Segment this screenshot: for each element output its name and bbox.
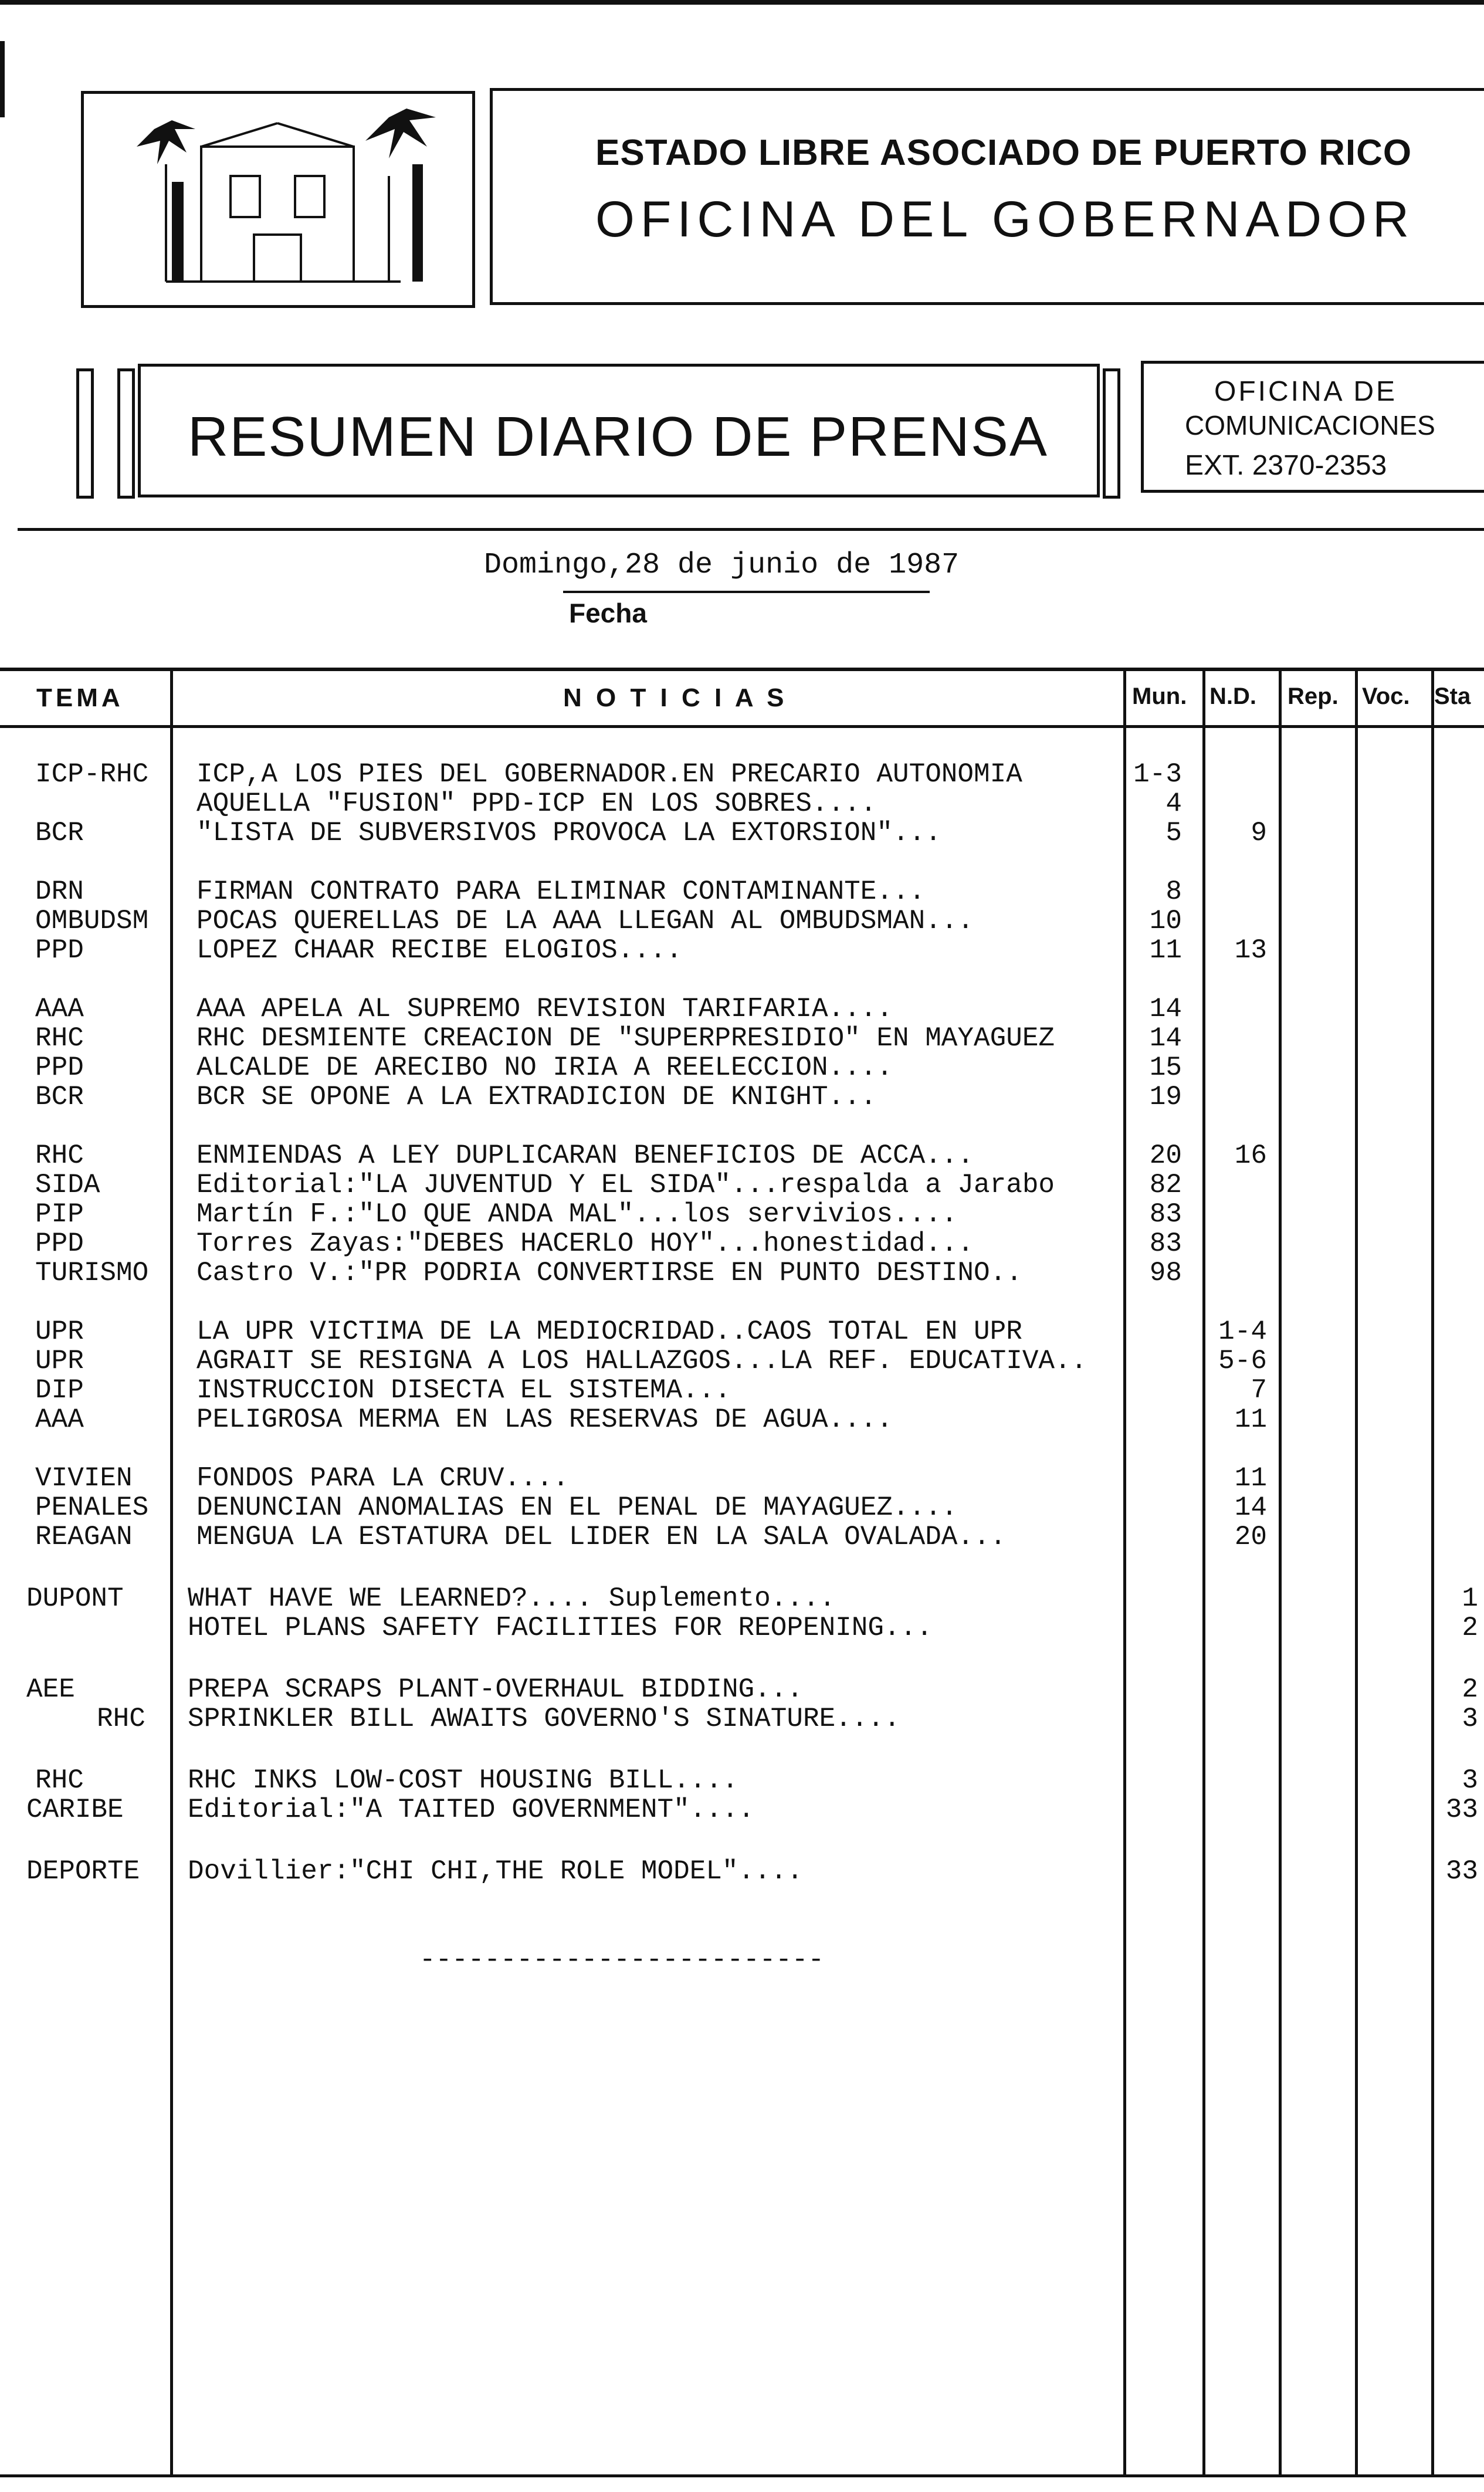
row-mun: 82 <box>1149 1170 1182 1200</box>
row-tema: ICP-RHC <box>35 759 149 790</box>
row-noticia: Castro V.:"PR PODRIA CONVERTIRSE EN PUNTO DESTINO.. <box>196 1258 1022 1288</box>
row-noticia: AGRAIT SE RESIGNA A LOS HALLAZGOS...LA REF. EDUCATIVA.. <box>196 1346 1087 1376</box>
row-noticia: WHAT HAVE WE LEARNED?.... Suplemento.... <box>188 1584 836 1613</box>
row-mun: 15 <box>1149 1052 1182 1083</box>
row-noticia: PREPA SCRAPS PLANT-OVERHAUL BIDDING... <box>188 1675 803 1704</box>
row-nd: 20 <box>1234 1522 1267 1552</box>
row-mun: 10 <box>1149 906 1182 936</box>
section-rule-upper <box>18 528 1484 531</box>
row-tema: AEE <box>26 1674 75 1705</box>
row-noticia: ALCALDE DE ARECIBO NO IRIA A REELECCION.... <box>196 1053 893 1082</box>
banner-left-bar-2 <box>117 368 135 499</box>
office-line-1: OFICINA DE <box>1214 376 1398 407</box>
row-sta: 3 <box>1462 1704 1478 1734</box>
governor-mansion-logo <box>84 94 472 305</box>
row-sta: 2 <box>1462 1613 1478 1643</box>
header-line-1: ESTADO LIBRE ASOCIADO DE PUERTO RICO <box>595 133 1412 173</box>
row-nd: 11 <box>1234 1404 1267 1435</box>
office-line-2: COMUNICACIONES <box>1185 410 1435 441</box>
row-tema: SIDA <box>35 1170 100 1200</box>
row-mun: 83 <box>1149 1199 1182 1230</box>
row-tema: PPD <box>35 1052 84 1083</box>
row-tema: DIP <box>35 1375 84 1406</box>
left-edge-mark <box>0 41 5 117</box>
col-line-rep <box>1279 668 1282 2474</box>
header-title-box <box>490 88 1484 305</box>
row-nd: 13 <box>1234 935 1267 966</box>
row-tema: DRN <box>35 876 84 907</box>
row-nd: 7 <box>1251 1375 1267 1406</box>
row-noticia: LA UPR VICTIMA DE LA MEDIOCRIDAD..CAOS TOTAL EN UPR <box>196 1317 1022 1346</box>
row-mun: 4 <box>1165 788 1182 819</box>
row-mun: 83 <box>1149 1228 1182 1259</box>
row-mun: 19 <box>1149 1082 1182 1112</box>
row-tema: BCR <box>35 1082 84 1112</box>
date-underline <box>563 591 930 593</box>
row-noticia: "LISTA DE SUBVERSIVOS PROVOCA LA EXTORSION"... <box>196 818 941 848</box>
header-voc: Voc. <box>1362 683 1410 709</box>
row-tema: PPD <box>35 935 84 966</box>
row-mun: 8 <box>1165 876 1182 907</box>
row-noticia: Torres Zayas:"DEBES HACERLO HOY"...honestidad... <box>196 1229 974 1258</box>
row-tema: RHC <box>35 1765 84 1796</box>
row-tema: OMBUDSM <box>35 906 149 936</box>
row-tema: VIVIEN <box>35 1463 133 1494</box>
row-noticia: RHC DESMIENTE CREACION DE "SUPERPRESIDIO" EN MAYAGUEZ <box>196 1024 1055 1053</box>
row-noticia: ENMIENDAS A LEY DUPLICARAN BENEFICIOS DE ACCA... <box>196 1141 974 1170</box>
row-tema: DUPONT <box>26 1583 124 1614</box>
row-noticia: AAA APELA AL SUPREMO REVISION TARIFARIA.... <box>196 994 893 1024</box>
row-nd: 11 <box>1234 1463 1267 1494</box>
row-noticia: INSTRUCCION DISECTA EL SISTEMA... <box>196 1376 731 1405</box>
row-noticia: SPRINKLER BILL AWAITS GOVERNO'S SINATURE.... <box>188 1704 900 1733</box>
footer-dashed-rule: ------------------------- <box>419 1945 825 1975</box>
date-value: Domingo,28 de junio de 1987 <box>484 548 960 582</box>
row-noticia: Dovillier:"CHI CHI,THE ROLE MODEL".... <box>188 1857 803 1886</box>
office-box <box>1141 361 1484 493</box>
row-noticia: LOPEZ CHAAR RECIBE ELOGIOS.... <box>196 936 683 965</box>
row-tema: DEPORTE <box>26 1856 140 1887</box>
header-noticias: N O T I C I A S <box>563 683 788 712</box>
row-noticia: FONDOS PARA LA CRUV.... <box>196 1464 569 1493</box>
row-noticia: MENGUA LA ESTATURA DEL LIDER EN LA SALA OVALADA... <box>196 1522 1007 1552</box>
row-mun: 5 <box>1165 818 1182 848</box>
row-mun: 20 <box>1149 1140 1182 1171</box>
row-sta: 33 <box>1445 1856 1478 1887</box>
banner-title: RESUMEN DIARIO DE PRENSA <box>188 405 1048 468</box>
row-noticia: POCAS QUERELLAS DE LA AAA LLEGAN AL OMBUDSMAN... <box>196 906 974 936</box>
row-mun: 11 <box>1149 935 1182 966</box>
row-tema: TURISMO <box>35 1258 149 1288</box>
logo-box <box>81 91 475 308</box>
row-noticia: Editorial:"LA JUVENTUD Y EL SIDA"...respalda a Jarabo <box>196 1170 1055 1200</box>
table-top-rule <box>0 668 1484 671</box>
row-tema: RHC <box>35 1023 84 1054</box>
table-bottom-rule <box>0 2474 1484 2477</box>
row-mun: 1-3 <box>1133 759 1182 790</box>
row-nd: 5-6 <box>1218 1346 1267 1376</box>
office-line-3: EXT. 2370-2353 <box>1185 450 1387 481</box>
row-tema: RHC <box>35 1140 84 1171</box>
banner-right-bar-1 <box>1103 368 1120 499</box>
table-header-rule <box>0 725 1484 728</box>
col-line-sta <box>1431 668 1434 2474</box>
header-rep: Rep. <box>1288 683 1339 709</box>
col-line-tema <box>170 668 173 2474</box>
row-noticia: Editorial:"A TAITED GOVERNMENT".... <box>188 1795 755 1824</box>
row-mun: 98 <box>1149 1258 1182 1288</box>
row-tema: PENALES <box>35 1492 149 1523</box>
row-tema: PIP <box>35 1199 84 1230</box>
header-tema: TEMA <box>36 683 124 712</box>
date-label: Fecha <box>569 598 647 628</box>
row-noticia: PELIGROSA MERMA EN LAS RESERVAS DE AGUA.... <box>196 1405 893 1434</box>
header-nd: N.D. <box>1209 683 1256 709</box>
row-nd: 1-4 <box>1218 1316 1267 1347</box>
row-nd: 14 <box>1234 1492 1267 1523</box>
row-noticia: AQUELLA "FUSION" PPD-ICP EN LOS SOBRES.... <box>196 789 877 818</box>
header-mun: Mun. <box>1132 683 1187 709</box>
top-rule <box>0 0 1484 5</box>
row-sta: 1 <box>1462 1583 1478 1614</box>
row-tema: RHC <box>97 1704 145 1734</box>
row-tema: PPD <box>35 1228 84 1259</box>
header-line-2: OFICINA DEL GOBERNADOR <box>595 191 1415 248</box>
row-nd: 16 <box>1234 1140 1267 1171</box>
row-noticia: ICP,A LOS PIES DEL GOBERNADOR.EN PRECARIO AUTONOMIA <box>196 760 1022 789</box>
row-noticia: Martín F.:"LO QUE ANDA MAL"...los servivios.... <box>196 1200 958 1229</box>
row-sta: 3 <box>1462 1765 1478 1796</box>
row-tema: UPR <box>35 1316 84 1347</box>
row-tema: BCR <box>35 818 84 848</box>
row-sta: 33 <box>1445 1794 1478 1825</box>
row-noticia: HOTEL PLANS SAFETY FACILITIES FOR REOPENING... <box>188 1613 933 1643</box>
row-tema: AAA <box>35 994 84 1024</box>
row-noticia: BCR SE OPONE A LA EXTRADICION DE KNIGHT... <box>196 1082 877 1112</box>
row-sta: 2 <box>1462 1674 1478 1705</box>
row-tema: CARIBE <box>26 1794 124 1825</box>
row-nd: 9 <box>1251 818 1267 848</box>
row-noticia: RHC INKS LOW-COST HOUSING BILL.... <box>188 1766 738 1795</box>
row-noticia: DENUNCIAN ANOMALIAS EN EL PENAL DE MAYAGUEZ.... <box>196 1493 958 1522</box>
col-line-voc <box>1355 668 1358 2474</box>
banner-title-box <box>138 364 1100 497</box>
row-tema: AAA <box>35 1404 84 1435</box>
row-tema: REAGAN <box>35 1522 133 1552</box>
row-mun: 14 <box>1149 1023 1182 1054</box>
row-tema: UPR <box>35 1346 84 1376</box>
header-sta: Sta <box>1434 683 1471 709</box>
row-mun: 14 <box>1149 994 1182 1024</box>
row-noticia: FIRMAN CONTRATO PARA ELIMINAR CONTAMINANTE... <box>196 877 926 906</box>
banner-left-bar-1 <box>76 368 94 499</box>
